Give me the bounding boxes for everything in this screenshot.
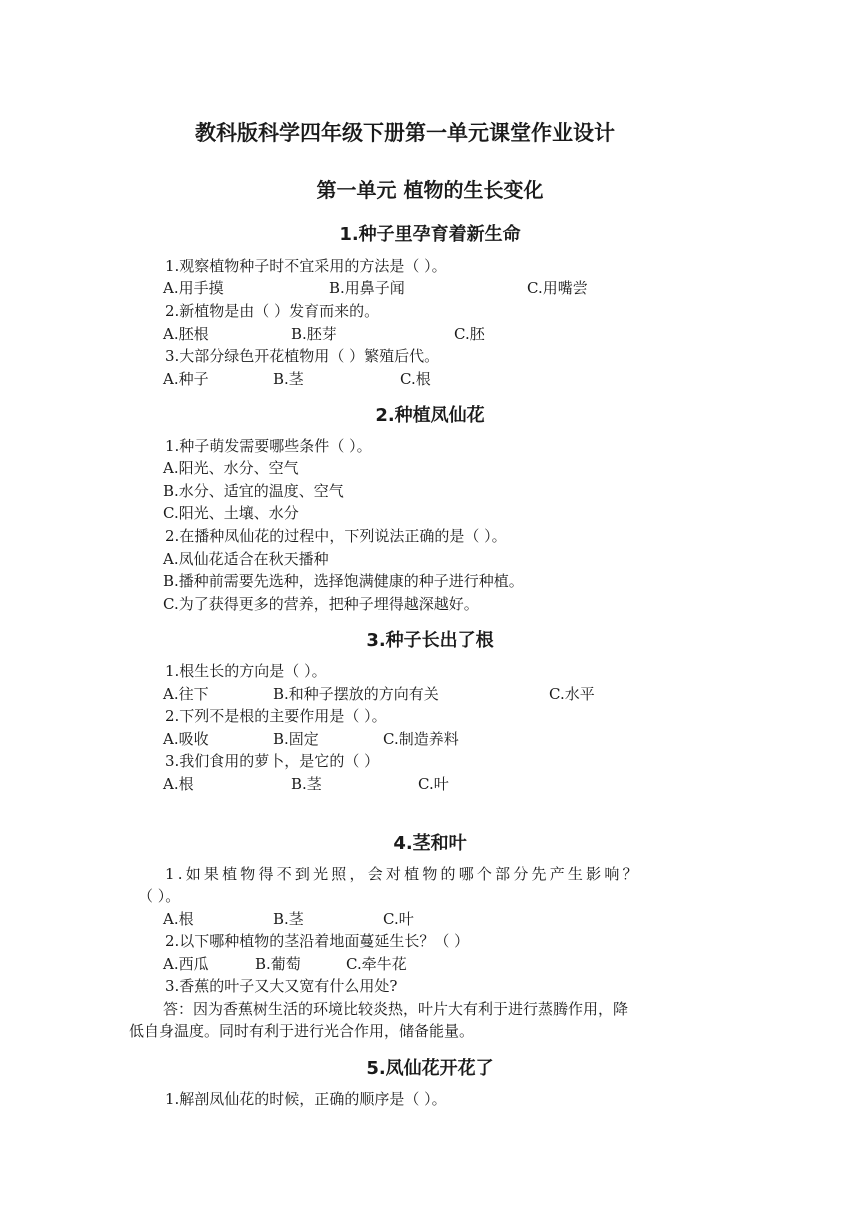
option: C.用嘴尝 xyxy=(527,279,588,297)
section-heading: 1.种子里孕育着新生命 xyxy=(339,224,521,245)
option: B.胚芽 xyxy=(291,325,337,343)
option: C.牵牛花 xyxy=(346,955,407,973)
option: A.种子 xyxy=(163,370,209,388)
option: C.叶 xyxy=(418,775,449,793)
option: C.胚 xyxy=(454,325,485,343)
option: C.水平 xyxy=(549,685,595,703)
option: B.茎 xyxy=(273,370,304,388)
option: C.为了获得更多的营养，把种子埋得越深越好。 xyxy=(163,595,479,613)
option: B.茎 xyxy=(291,775,322,793)
question-stem: 1.解剖凤仙花的时候，正确的顺序是（ ）。 xyxy=(165,1090,447,1108)
question-stem: 3.我们食用的萝卜，是它的（ ） xyxy=(165,752,380,770)
section-heading: 3.种子长出了根 xyxy=(366,630,494,651)
question-stem: 1.如果植物得不到光照，会对植物的哪个部分先产生影响？ xyxy=(165,865,641,883)
option: A.根 xyxy=(163,910,194,928)
question-stem: 2.新植物是由（ ）发育而来的。 xyxy=(165,302,380,320)
option: C.阳光、土壤、水分 xyxy=(163,504,299,522)
option: B.葡萄 xyxy=(255,955,301,973)
option: A.根 xyxy=(163,775,194,793)
option: C.制造养料 xyxy=(383,730,459,748)
option: A.往下 xyxy=(163,685,209,703)
option: C.叶 xyxy=(383,910,414,928)
section-heading: 2.种植凤仙花 xyxy=(375,405,485,426)
option: A.凤仙花适合在秋天播种 xyxy=(163,550,329,568)
option: A.用手摸 xyxy=(163,279,224,297)
question-stem-continued: （ ）。 xyxy=(138,887,181,905)
answer-text: 低自身温度。同时有利于进行光合作用，储备能量。 xyxy=(129,1022,475,1040)
option: A.阳光、水分、空气 xyxy=(163,459,299,477)
question-stem: 3.香蕉的叶子又大又宽有什么用处? xyxy=(165,977,398,995)
question-stem: 1.根生长的方向是（ ）。 xyxy=(165,662,327,680)
option: B.固定 xyxy=(273,730,319,748)
option: B.茎 xyxy=(273,910,304,928)
section-heading: 4.茎和叶 xyxy=(393,833,467,854)
option: A.西瓜 xyxy=(163,955,209,973)
answer-text: 答：因为香蕉树生活的环境比较炎热，叶片大有利于进行蒸腾作用，降 xyxy=(163,1000,629,1018)
section-heading: 5.凤仙花开花了 xyxy=(366,1058,494,1079)
question-stem: 2.下列不是根的主要作用是（ ）。 xyxy=(165,707,387,725)
option: B.和种子摆放的方向有关 xyxy=(273,685,439,703)
option: A.胚根 xyxy=(163,325,209,343)
option: C.根 xyxy=(400,370,431,388)
question-stem: 2.以下哪种植物的茎沿着地面蔓延生长？（ ） xyxy=(165,932,470,950)
option: B.播种前需要先选种，选择饱满健康的种子进行种植。 xyxy=(163,572,524,590)
question-stem: 3.大部分绿色开花植物用（ ）繁殖后代。 xyxy=(165,347,440,365)
question-stem: 1.观察植物种子时不宜采用的方法是（ ）。 xyxy=(165,257,447,275)
question-stem: 2.在播种凤仙花的过程中，下列说法正确的是（ ）。 xyxy=(165,527,507,545)
option: B.水分、适宜的温度、空气 xyxy=(163,482,344,500)
option: A.吸收 xyxy=(163,730,209,748)
document-title: 教科版科学四年级下册第一单元课堂作业设计 xyxy=(195,121,615,145)
question-stem: 1.种子萌发需要哪些条件（ ）。 xyxy=(165,437,372,455)
unit-title: 第一单元 植物的生长变化 xyxy=(316,178,544,202)
option: B.用鼻子闻 xyxy=(329,279,405,297)
